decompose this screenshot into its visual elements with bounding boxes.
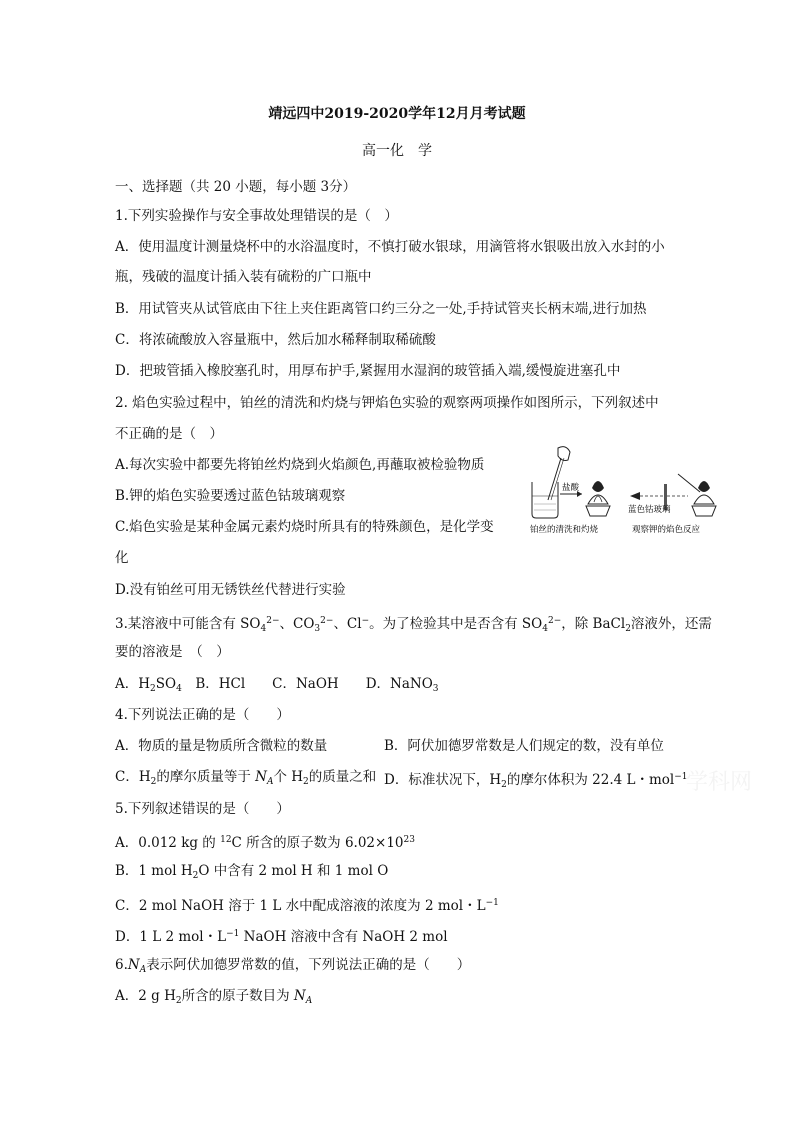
exam-subtitle: 高一化 学 bbox=[362, 143, 432, 159]
question-2-option-d: D.没有铂丝可用无锈铁丝代替进行实验 bbox=[115, 582, 346, 598]
q3-opt-a: A．H bbox=[115, 676, 151, 692]
question-5-option-a bbox=[115, 830, 415, 853]
question-4-option-c bbox=[115, 767, 376, 792]
question-5-option-d bbox=[115, 924, 448, 947]
q4c-sub: 2 bbox=[150, 777, 157, 787]
q5c-text: C．2 mol NaOH 溶于 1 L 水中配成溶液的浓度为 2 mol・L bbox=[115, 898, 486, 914]
q4d-text: D．标准状况下，H bbox=[384, 772, 502, 788]
figure-caption-left: 铂丝的清洗和灼烧 bbox=[530, 525, 599, 535]
q5b-text: O 中含有 2 mol H 和 1 mol O bbox=[198, 863, 389, 879]
q3-sub: 3 bbox=[432, 684, 439, 694]
question-1-option-a: A．使用温度计测量烧杯中的水浴温度时，不慎打破水银球，用滴管将水银吸出放入水封的小 bbox=[115, 239, 665, 255]
question-5-stem: 5.下列叙述错误的是（ ） bbox=[115, 801, 290, 817]
question-6-option-a bbox=[115, 986, 312, 1011]
q3-text-1: 3.某溶液中可能含有 SO bbox=[115, 616, 261, 632]
question-2-stem-cont: 不正确的是（ ） bbox=[115, 426, 223, 442]
avogadro-symbol: N bbox=[293, 988, 306, 1004]
question-2-option-c-cont: 化 bbox=[115, 550, 129, 566]
question-5-option-c bbox=[115, 893, 499, 916]
q5d-text: D．1 L 2 mol・L bbox=[115, 929, 227, 945]
avogadro-sub: A bbox=[139, 965, 147, 975]
q5d-sup: −1 bbox=[226, 929, 240, 939]
q5a-exp: 23 bbox=[403, 835, 415, 845]
question-2-option-c: C.焰色实验是某种金属元素灼烧时所具有的特殊颜色，是化学变 bbox=[115, 519, 494, 535]
question-1-option-a-cont: 瓶，残破的温度计插入装有硫粉的广口瓶中 bbox=[115, 269, 372, 285]
q3-sup: 2− bbox=[320, 616, 334, 626]
q4c-text: 的摩尔质量等于 bbox=[156, 769, 256, 785]
section-heading: 一、选择题（共 20 小题，每小题 3分） bbox=[115, 179, 357, 195]
q3-sub: 3 bbox=[314, 624, 321, 634]
avogadro-symbol: N bbox=[127, 957, 140, 973]
q5a-text: C 所含的原子数为 6.02×10 bbox=[231, 835, 404, 851]
question-5-option-b bbox=[115, 861, 388, 886]
q4c-text: C．H bbox=[115, 769, 151, 785]
q3-text-3: 、Cl bbox=[333, 616, 362, 632]
q6-text: 表示阿伏加德罗常数的值，下列说法正确的是（ ） bbox=[146, 957, 471, 973]
question-3-stem bbox=[115, 611, 712, 639]
q3-sub: 2 bbox=[150, 684, 156, 694]
q3-sub: 2 bbox=[625, 624, 631, 634]
q5d-text: NaOH 溶液中含有 NaOH 2 mol bbox=[239, 929, 448, 945]
avogadro-symbol: N bbox=[255, 769, 267, 785]
figure-label-cobalt-glass: 蓝色钴玻璃 bbox=[628, 505, 671, 515]
q6-prefix: 6. bbox=[115, 957, 128, 973]
q6a-text: 所含的原子数目为 bbox=[181, 988, 294, 1004]
q4c-text: 个 H bbox=[273, 769, 304, 785]
avogadro-sub: A bbox=[305, 996, 313, 1006]
q3-sup: − bbox=[361, 616, 370, 626]
flame-test-figure bbox=[528, 444, 724, 536]
q5c-sup: −1 bbox=[485, 898, 499, 908]
watermark: 学科网 bbox=[686, 770, 753, 795]
q3-sup: 2− bbox=[547, 616, 562, 626]
q6a-sub: 2 bbox=[175, 996, 182, 1006]
figure-caption-right: 观察钾的焰色反应 bbox=[632, 525, 701, 535]
flame-test-illustration bbox=[528, 444, 724, 536]
q5b-sub: 2 bbox=[192, 871, 199, 881]
figure-label-acid: 盐酸 bbox=[562, 483, 580, 493]
question-4-option-d bbox=[384, 767, 687, 795]
question-3-options bbox=[115, 674, 439, 699]
question-1-stem: 1.下列实验操作与安全事故处理错误的是（ ） bbox=[115, 208, 398, 224]
question-2-option-a: A.每次实验中都要先将铂丝灼烧到火焰颜色,再蘸取被检验物质 bbox=[115, 457, 485, 473]
q3-sub: 4 bbox=[260, 624, 267, 634]
q3-text-2: 、CO bbox=[279, 616, 315, 632]
q3-sub: 4 bbox=[542, 624, 548, 634]
avogadro-sub: A bbox=[266, 777, 274, 787]
question-1-option-d: D．把玻管插入橡胶塞孔时，用厚布护手,紧握用水湿润的玻管插入端,缓慢旋进塞孔中 bbox=[115, 363, 621, 379]
question-2-option-b: B.钾的焰色实验要透过蓝色钴玻璃观察 bbox=[115, 488, 346, 504]
q5b-text: B．1 mol H bbox=[115, 863, 193, 879]
q3-text-5: ，除 BaCl bbox=[561, 616, 626, 632]
q4c-text: 的质量之和 bbox=[308, 769, 377, 785]
q3-opt-a-2: SO bbox=[155, 676, 177, 692]
q3-sup: 2− bbox=[266, 616, 280, 626]
q4d-text: 的摩尔体积为 22.4 L・mol bbox=[506, 772, 675, 788]
q6a-text: A．2 g H bbox=[115, 988, 176, 1004]
question-1-option-b: B．用试管夹从试管底由下往上夹住距离管口约三分之一处,手持试管夹长柄末端,进行加热 bbox=[115, 301, 647, 317]
question-3-stem-cont: 要的溶液是 （ ） bbox=[115, 644, 230, 660]
question-4-option-b: B．阿伏加德罗常数是人们规定的数，没有单位 bbox=[384, 738, 664, 754]
q3-text-4: 。为了检验其中是否含有 SO bbox=[369, 616, 543, 632]
q3-text-6: 溶液外，还需 bbox=[630, 616, 712, 632]
question-1-option-c: C．将浓硫酸放入容量瓶中，然后加水稀释制取稀硫酸 bbox=[115, 332, 436, 348]
question-2-stem: 2. 焰色实验过程中，铂丝的清洗和灼烧与钾焰色实验的观察两项操作如图所示，下列叙述中 bbox=[115, 395, 659, 411]
question-4-stem: 4.下列说法正确的是（ ） bbox=[115, 707, 290, 723]
q4d-sup: −1 bbox=[674, 772, 688, 782]
q3-sub: 4 bbox=[176, 684, 182, 694]
question-6-stem bbox=[115, 955, 470, 980]
q3-opt-rest: B．HCl C．NaOH D．NaNO bbox=[181, 676, 433, 692]
q4d-sub: 2 bbox=[501, 780, 507, 790]
q5a-text: A．0.012 kg 的 bbox=[115, 835, 221, 851]
q4c-sub: 2 bbox=[303, 777, 309, 787]
question-4-option-a: A．物质的量是物质所含微粒的数量 bbox=[115, 738, 328, 754]
q5a-sup: 12 bbox=[220, 835, 232, 845]
exam-title: 靖远四中2019-2020学年12月月考试题 bbox=[268, 106, 526, 122]
